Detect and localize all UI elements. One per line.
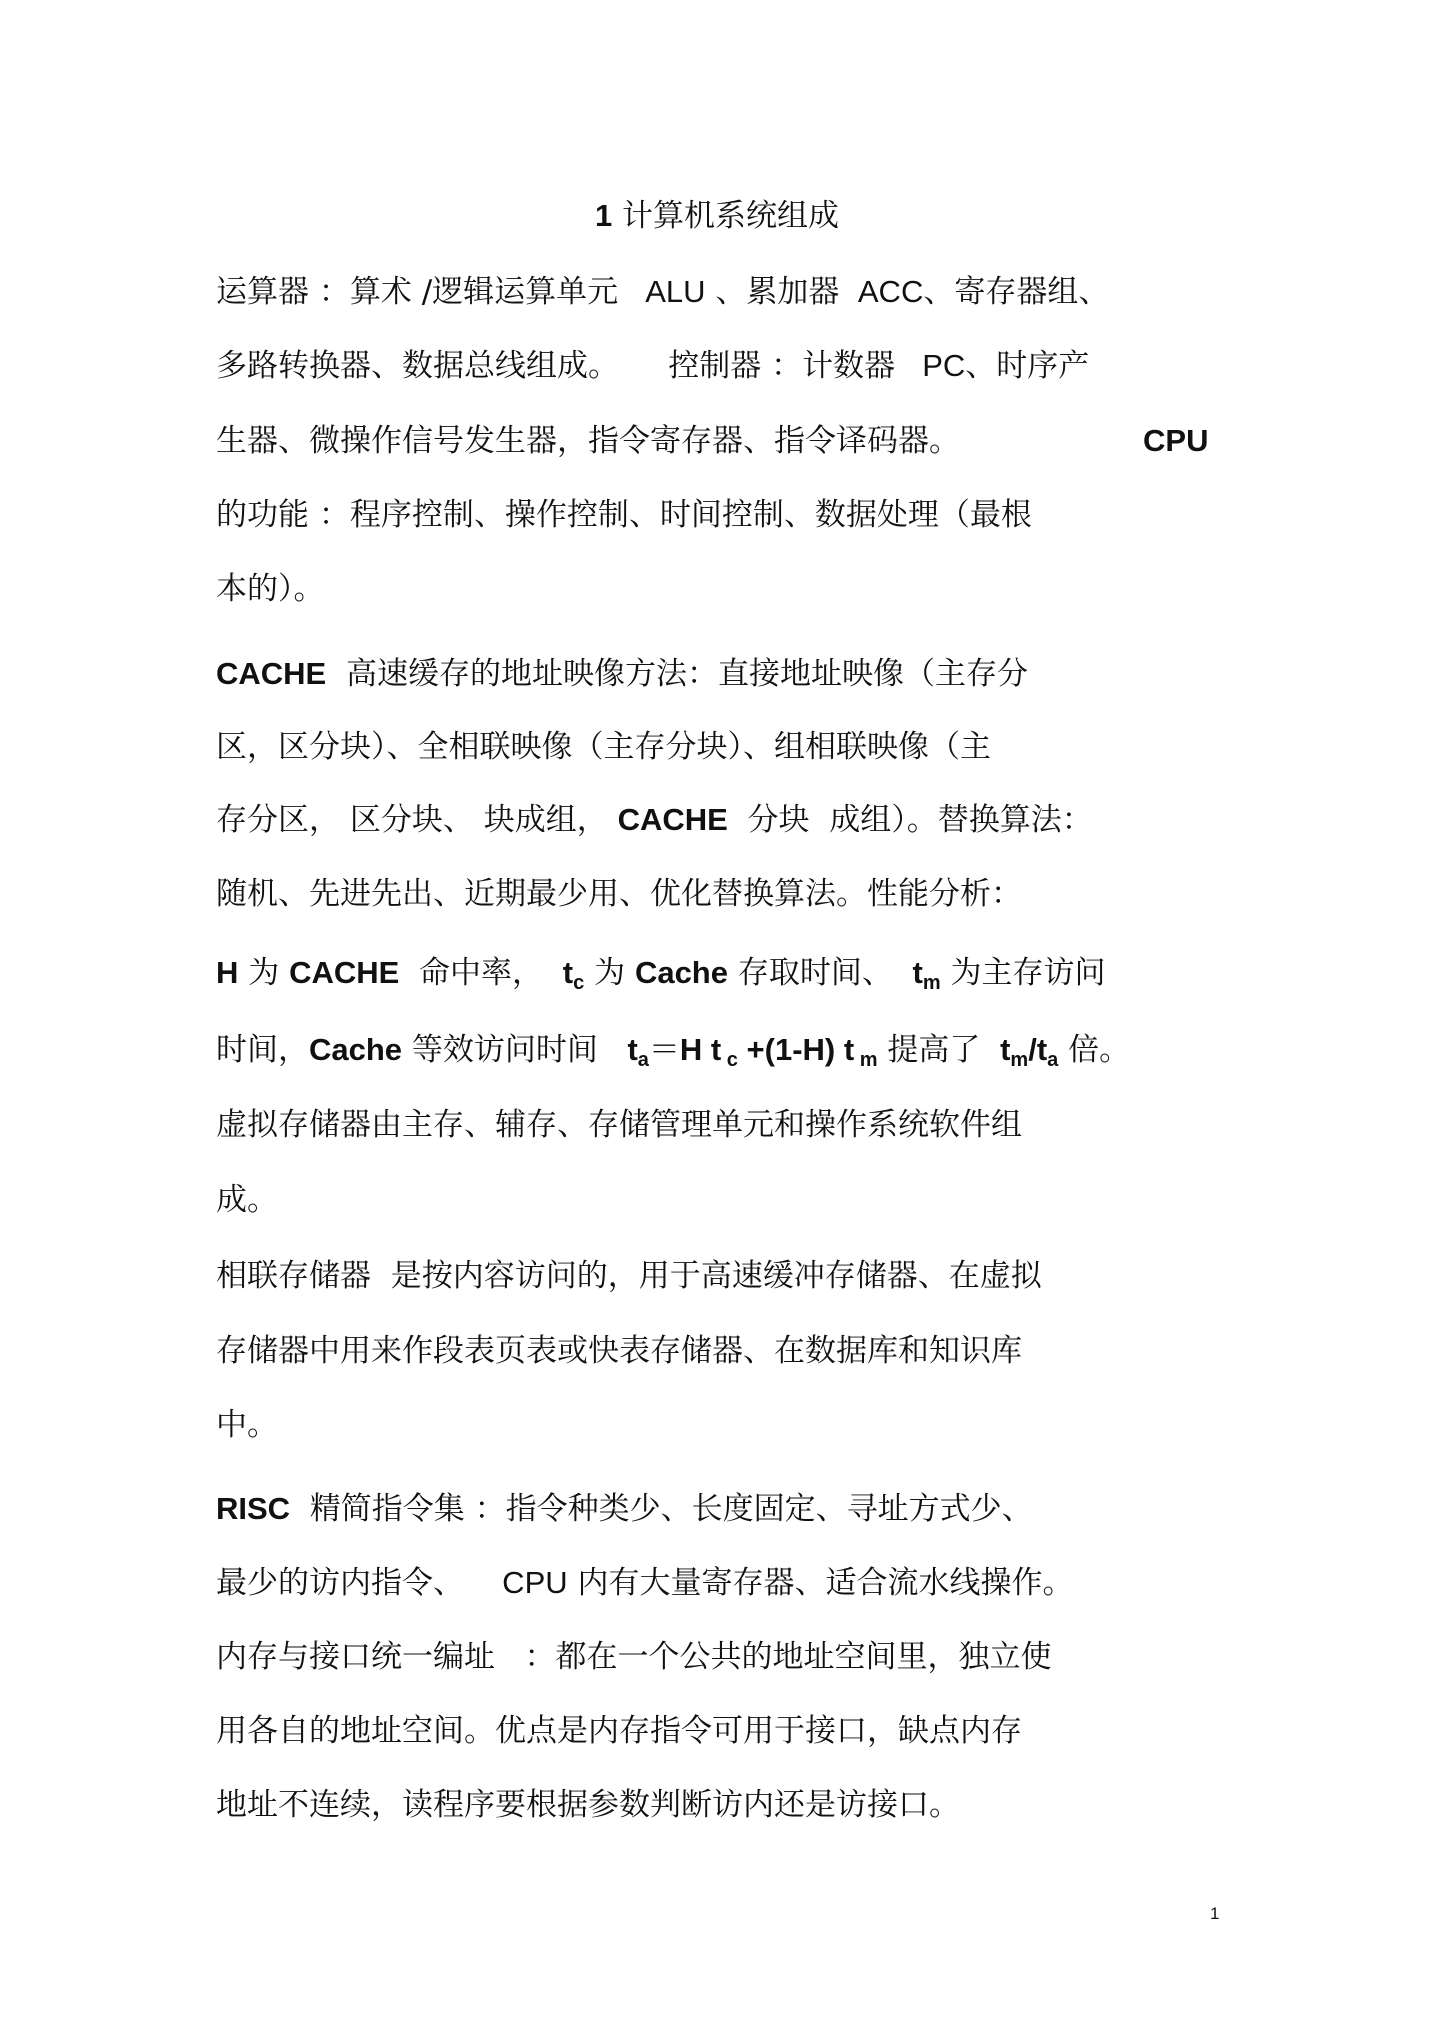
paragraph-line: 最少的访内指令、 CPU 内有大量寄存器、适合流水线操作。 — [216, 1565, 1074, 1601]
formula-line: H 为 CACHE 命中率， $t_c$ 为 Cache 存取时间、 $t_m$ 为主存访问 — [216, 955, 1106, 994]
paragraph-line: 内存与接口统一编址 ：都在一个公共的地址空间里，独立使 — [216, 1639, 1052, 1675]
paragraph-line: 随机、先进先出、近期最少用、优化替换算法。性能分析： — [216, 876, 1022, 912]
paragraph-line: 运算器 ：算术 /逻辑运算单元 ALU 、累加器 ACC、寄存器组、 — [216, 274, 1110, 310]
paragraph-line: 虚拟存储器由主存、辅存、存储管理单元和操作系统软件组 — [216, 1107, 1022, 1143]
paragraph-line: 的功能 ：程序控制、操作控制、时间控制、数据处理（最根 — [216, 497, 1032, 533]
paragraph-line: 区，区分块）、全相联映像（主存分块）、组相联映像（主 — [216, 729, 991, 765]
paragraph-line: CACHE 高速缓存的地址映像方法：直接地址映像（主存分 — [216, 656, 1028, 692]
paragraph-line: 相联存储器 是按内容访问的，用于高速缓冲存储器、在虚拟 — [216, 1258, 1042, 1294]
cpu-term: CPU — [1143, 423, 1209, 458]
paragraph-line: 本的）。 — [216, 571, 325, 607]
paragraph-line: 用各自的地址空间。优点是内存指令可用于接口，缺点内存 — [216, 1713, 1022, 1749]
page-number: 1 — [1210, 1904, 1220, 1923]
paragraph-line: 生器、微操作信号发生器，指令寄存器、指令译码器。 — [216, 423, 960, 459]
paragraph-line: 地址不连续，读程序要根据参数判断访内还是访接口。 — [216, 1787, 960, 1823]
formula-line: 时间，Cache 等效访问时间 $t_a=H$ t $_c$ +(1-H) t $_m$ 提高了 $t_m/t_a$ 倍。 — [216, 1032, 1131, 1071]
paragraph-line: 中。 — [216, 1407, 278, 1443]
paragraph-line: RISC 精简指令集 ：指令种类少、长度固定、寻址方式少、 — [216, 1491, 1033, 1527]
page-title: 1 计算机系统组成 — [594, 198, 840, 234]
paragraph-line: 成。 — [216, 1182, 278, 1218]
paragraph-line: 存储器中用来作段表页表或快表存储器、在数据库和知识库 — [216, 1333, 1022, 1369]
paragraph-line: 存分区， 区分块、 块成组， CACHE 分块 成组）。替换算法： — [216, 802, 1093, 838]
paragraph-line: 多路转换器、数据总线组成。 控制器 ：计数器 PC、时序产 — [216, 348, 1090, 384]
